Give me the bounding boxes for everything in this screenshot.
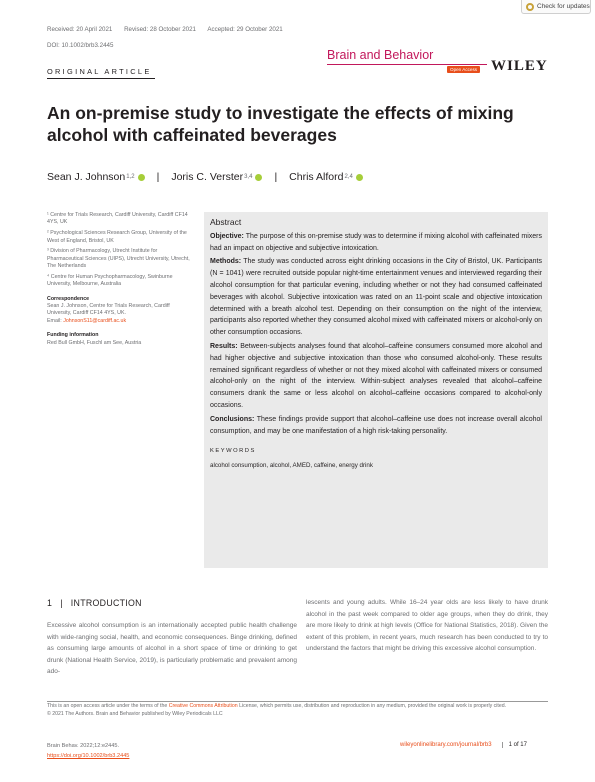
author-name[interactable]: Chris Alford <box>289 171 344 183</box>
author-name[interactable]: Sean J. Johnson <box>47 171 126 183</box>
abstract-results <box>210 341 542 412</box>
article-title: An on-premise study to investigate the effects of mixing alcohol with caffeinated beverages <box>47 103 514 145</box>
affiliation: ¹ Centre for Trials Research, Cardiff University, Cardiff CF14 4YS, UK <box>47 212 188 226</box>
results-text: Between-subjects analyses found that alcohol–caffeine consumers consumed more alcohol and had higher objective and subjective intoxication than those who consumed alcohol-only. These results remained significant regardless of whether or not they mixed alcohol with caffeinated mixers or consumed alcohol-only on the night of the interview. Within-subject analyses revealed that alcohol–caffeine consumers drank the same or less alcohol on alcohol–caffeine occasions compared to alcohol-only occasions. <box>210 342 542 409</box>
affiliation: ⁴ Centre for Human Psychopharmacology, Swinburne University, Melbourne, Australia <box>47 273 173 288</box>
funding-heading: Funding information <box>47 332 99 339</box>
keywords-heading: KEYWORDS <box>210 448 256 455</box>
license-text-2: License, which permits use, distribution and reproduction in any medium, provided the original work is properly cited. <box>239 703 507 709</box>
correspondence-email-link[interactable]: JohnsonS11@cardiff.ac.uk <box>63 317 127 324</box>
affiliation: ² Psychological Sciences Research Group, University of the West of England, Bristol, UK <box>47 230 187 244</box>
author-affil-sup: 3,4 <box>244 174 253 180</box>
article-doi: DOI: 10.1002/brb3.2445 <box>47 42 114 49</box>
article-type-rule <box>47 78 155 79</box>
revised-date: Revised: 28 October 2021 <box>124 26 196 33</box>
abstract-box <box>204 212 548 568</box>
abstract-heading: Abstract <box>210 217 242 227</box>
section-heading <box>47 598 142 608</box>
page-footer-right <box>400 742 527 748</box>
objective-label: Objective: <box>210 232 244 240</box>
received-date: Received: 20 April 2021 <box>47 26 113 33</box>
cc-license-link[interactable]: Creative Commons Attribution <box>168 703 238 709</box>
section-number: 1 <box>47 598 53 608</box>
email-label: Email: <box>47 317 62 324</box>
article-dates <box>47 26 293 33</box>
intro-column-right: lescents and young adults. While 16–24 year olds are less likely to have drunk alcohol in the past week compared to older age groups, when they do drink, they are more likely to drink at high levels (Office for National Statistics, 2018). Given the extent of this problem, in recent years, much research has been conducted to try to understand the factors that might be driving this excessive alcohol consumption. <box>306 599 548 653</box>
objective-text: The purpose of this on-premise study was to determine if mixing alcohol with caffeinated mixers had an impact on objective and subjective intoxication. <box>210 232 542 252</box>
funding-text: Red Bull GmbH, Fuschl am See, Austria <box>47 339 142 346</box>
author-affil-sup: 1,2 <box>126 174 135 180</box>
abstract-objective <box>210 231 542 255</box>
page-number: 1 of 17 <box>502 742 527 748</box>
license-note <box>47 703 552 718</box>
accepted-date: Accepted: 29 October 2021 <box>207 26 283 33</box>
crossmark-icon <box>526 3 534 11</box>
abstract-methods <box>210 256 542 339</box>
results-label: Results: <box>210 342 238 350</box>
check-for-updates-badge[interactable] <box>521 0 591 14</box>
section-separator: | <box>60 598 63 608</box>
footer-rule <box>47 701 548 702</box>
journal-logo-rule <box>327 64 487 65</box>
conclusions-label: Conclusions: <box>210 415 255 423</box>
intro-column-left: Excessive alcohol consumption is an internationally accepted public health challenge with wide-ranging social, health, and economic consequences. Binge drinking, defined as consuming large amounts of alcohol in a short space of time or drinking to get drunk (National Health Service, 2019), is particularly problematic and prevalent among ado- <box>47 622 297 676</box>
author-separator: | <box>156 171 160 183</box>
citation-block <box>47 741 129 761</box>
orcid-icon[interactable] <box>138 174 145 181</box>
check-for-updates-label: Check for updates <box>537 3 590 10</box>
abstract-conclusions <box>210 414 542 438</box>
correspondence-text: Sean J. Johnson, Centre for Trials Research, Cardiff University, Cardiff CF14 4YS, UK. <box>47 302 170 317</box>
copyright-line: © 2021 The Authors. Brain and Behavior published by Wiley Periodicals LLC <box>47 710 223 717</box>
license-text-1: This is an open access article under the terms of the <box>47 703 168 709</box>
publisher-logo: WILEY <box>491 58 548 74</box>
conclusions-text: These findings provide support that alcohol–caffeine use does not increase overall alcohol consumption, and may be one manifestation of a high risk-taking personality. <box>210 415 542 435</box>
open-access-tag: Open Access <box>447 66 480 73</box>
doi-link[interactable]: https://doi.org/10.1002/brb3.2445 <box>47 753 130 759</box>
affiliation: ³ Division of Pharmacology, Utrecht Institute for Pharmaceutical Sciences (UIPS), Utrecht University, Utrecht, The Netherlands <box>47 248 190 270</box>
author-affil-sup: 2,4 <box>344 174 353 180</box>
methods-text: The study was conducted across eight drinking occasions in the City of Bristol, UK. Participants (N = 1041) were recruited outside popular night-time entertainment venues and interviewed regarding their alcohol consumption for that particular evening, including whether or not they had consumed caffeinated beverages with alcohol. Subjective intoxication was rated on an 11-point scale and objective intoxication determined with a breath alcohol test. Depending on their consumption on the night of the interview, participants also reported whether they consumed alcohol mixed with caffeinated mixers or alcohol-only on other consumption occasions. <box>210 258 542 337</box>
journal-logo: Brain and Behavior <box>327 48 434 62</box>
author-name[interactable]: Joris C. Verster <box>171 171 244 183</box>
section-title: INTRODUCTION <box>70 598 142 608</box>
orcid-icon[interactable] <box>356 174 363 181</box>
keywords-list: alcohol consumption, alcohol, AMED, caffeine, energy drink <box>210 462 373 470</box>
author-list <box>47 171 363 183</box>
methods-label: Methods: <box>210 258 242 266</box>
author-separator: | <box>274 171 278 183</box>
correspondence-heading: Correspondence <box>47 295 90 302</box>
article-type: ORIGINAL ARTICLE <box>47 67 152 76</box>
citation-text: Brain Behav. 2022;12:e2445. <box>47 743 120 749</box>
orcid-icon[interactable] <box>255 174 262 181</box>
journal-site-link[interactable]: wileyonlinelibrary.com/journal/brb3 <box>400 742 492 748</box>
affiliations-sidebar <box>47 212 192 350</box>
